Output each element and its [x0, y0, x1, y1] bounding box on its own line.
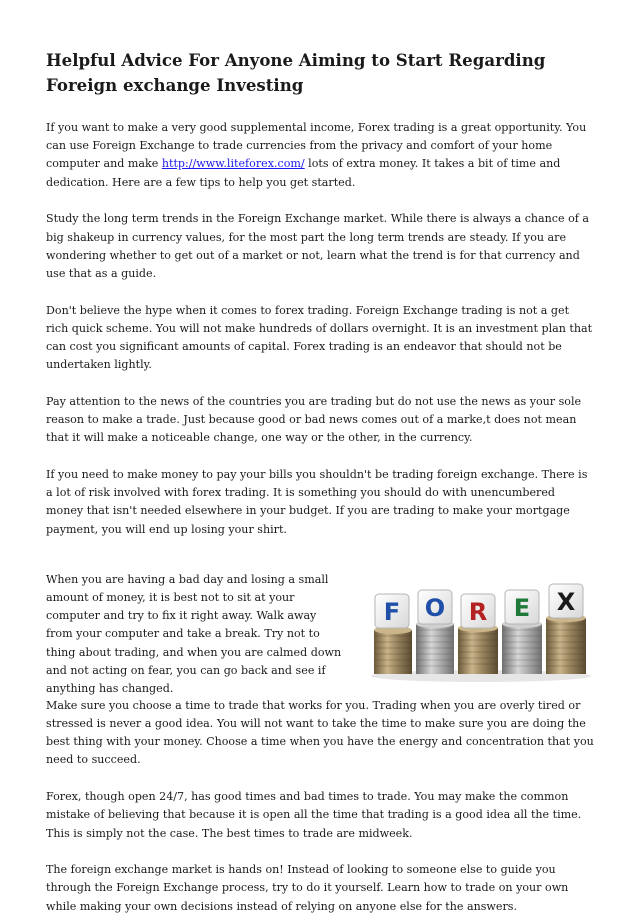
die-letter-f: F [383, 597, 401, 626]
forex-dice-on-coins-image [366, 558, 596, 686]
paragraph-trends: Study the long term trends in the Foreign Exchange market. While there is always a chance of a big shakeup in currency values, for the most part the long term trends are steady. If you are wondering whether to get out of a market or not, learn what the trend is for that currency and use that as a guide. [46, 212, 590, 280]
paragraph-timing: Make sure you choose a time to trade that works for you. Trading when you are overly tired or stressed is never a good idea. You will not want to take the time to make sure you are doing the best thing with your money. Choose a time when you have the energy and concentration that you need to succeed. [46, 698, 594, 767]
die-letter-e: E [513, 593, 531, 622]
paragraph-intro [46, 119, 594, 192]
die-letter-o: O [424, 593, 446, 622]
paragraph-hands-on: The foreign exchange market is hands on! Instead of looking to someone else to guide you through the Foreign Exchange process, try to do it yourself. Learn how to trade on your own while making your own decisions instead of relying on anyone else for the answers. [46, 863, 569, 913]
paragraph-bills: If you need to make money to pay your bills you shouldn't be trading foreign exchange. There is a lot of risk involved with forex trading. It is something you should do with unencumbered money that isn't needed elsewhere in your budget. If you are trading to make your mortgage payment, you will end up losing your shirt. [46, 468, 588, 536]
article [46, 48, 594, 916]
paragraph-trading-times: Forex, though open 24/7, has good times and bad times to trade. You may make the common mistake of believing that because it is open all the time that trading is a good idea all the time. This is simply not the case. The best times to trade are midweek. [46, 790, 582, 840]
paragraph-news: Pay attention to the news of the countries you are trading but do not use the news as your sole reason to make a trade. Just because good or bad news comes out of a marke,t does not mean that it will make a noticeable change, one way or the other, in the currency. [46, 394, 582, 445]
page-title: Helpful Advice For Anyone Aiming to Start Regarding Foreign exchange Investing [46, 50, 546, 95]
paragraph-intro-text-end: lots of extra money. It takes a bit of time and dedication. Here are a few tips to help you get started. [46, 157, 561, 189]
paragraph-bad-day: When you are having a bad day and losing a small amount of money, it is best not to sit at your computer and try to fix it right away. Walk away from your computer and take a break. Try not to thing about trading, and when you are calmed down and not acting on fear, you can go back and see if anything has changed. [46, 572, 342, 696]
liteforex-link[interactable]: http://www.liteforex.com/ [161, 157, 305, 171]
paragraph-intro-text-start: If you want to make a very good supplemental income, Forex trading is a great opportunity. You can use Foreign Exchange to trade currencies from the privacy and comfort of your home computer and make [46, 121, 587, 171]
die-letter-r: R [468, 597, 488, 626]
die-letter-x: X [556, 587, 576, 616]
paragraph-hype: Don't believe the hype when it comes to forex trading. Foreign Exchange trading is not a get rich quick scheme. You will not make hundreds of dollars overnight. It is an investment plan that can cost you significant amounts of capital. Forex trading is an endeavor that should not be undertaken lightly. [46, 303, 593, 372]
image-section [46, 559, 594, 696]
